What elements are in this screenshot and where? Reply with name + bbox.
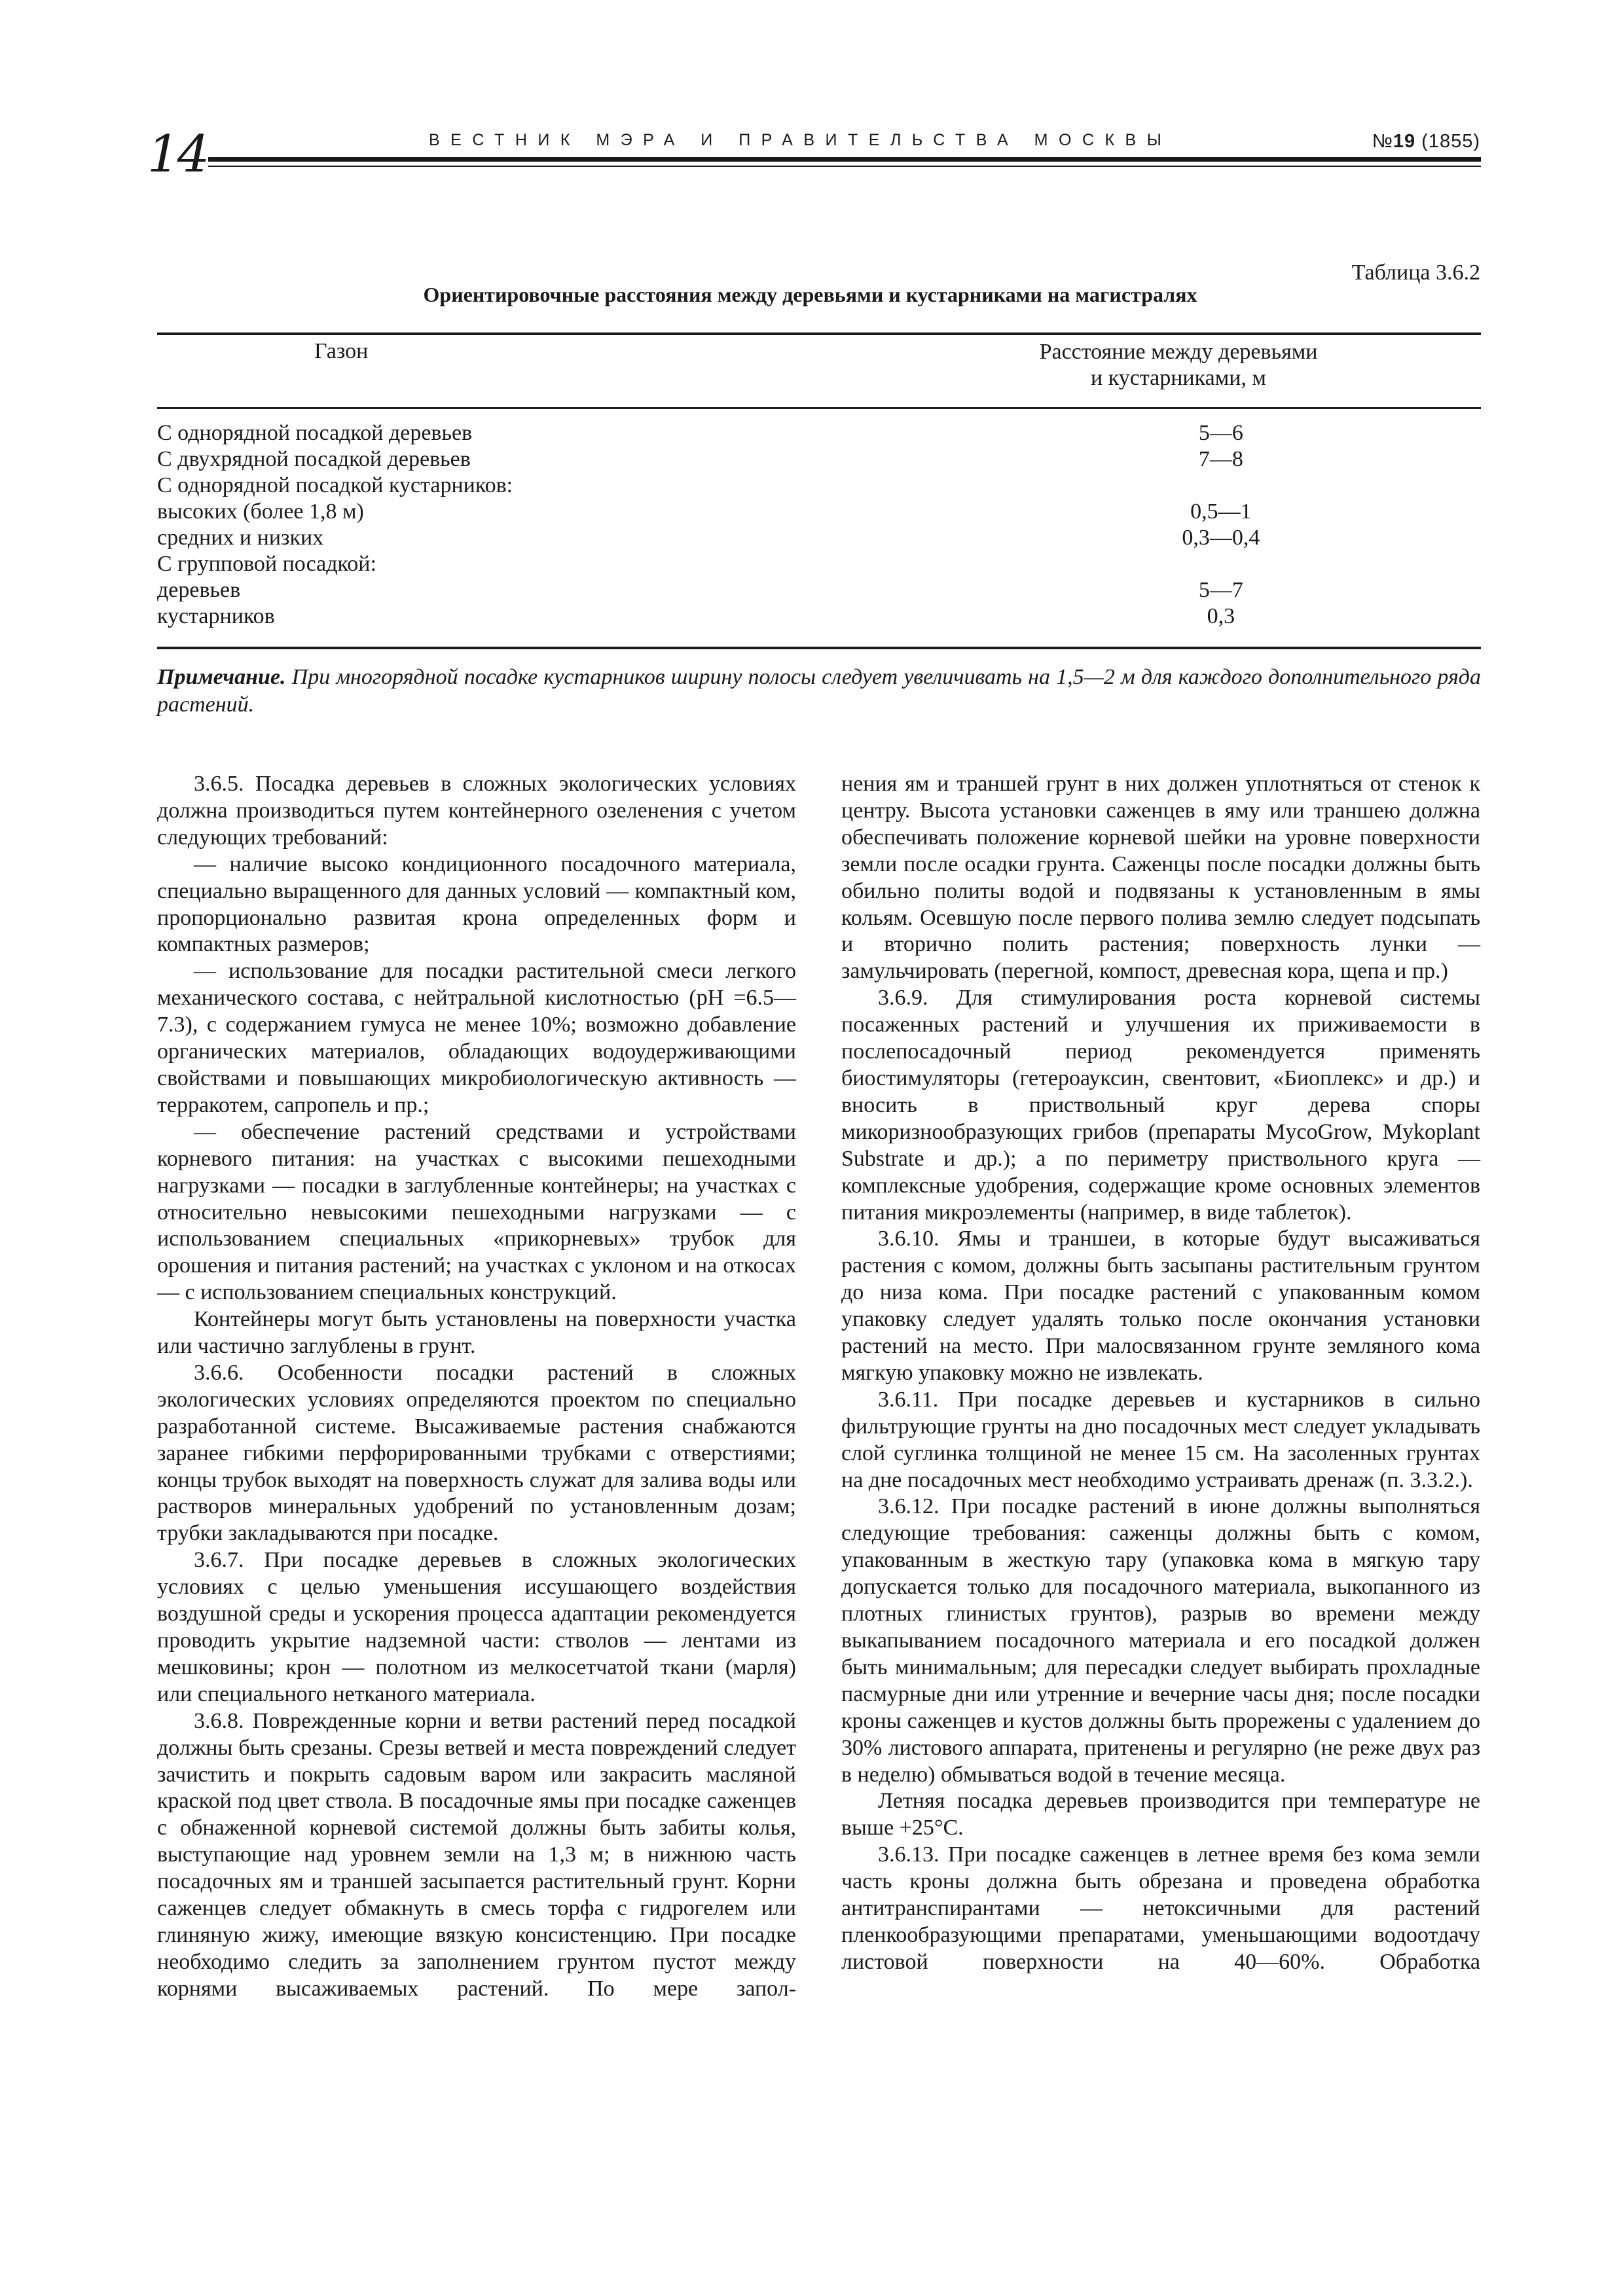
table-row [157, 446, 1481, 473]
table-row [157, 525, 1481, 551]
paragraph: 3.6.9. Для стимулирования роста корневой системы посаженных растений и улучшения их приживаемости в послепосадочный период рекомендуется применять биостимуляторы (гетероауксин, свентовит, «Биоплекс» и др.) и вносить в приствольный круг дерева споры микоризнообразующих грибов (препараты MycoGrow, Mykoplant Substrate и др.); а по периметру приствольного круга — комплексные удобрения, содержащие кроме основных элементов питания микроэлементы (например, в виде таблеток). [841, 986, 1480, 1225]
header-rule-thin [208, 166, 1481, 167]
paragraph: 3.6.13. При посадке саженцев в летнее время без кома земли часть кроны должна быть обрезана и проведена обработка антитранспирантами — нетоксичными для растений пленкообразующими препаратами, уменьшающими водоотдачу листовой поверхности на 40—60%. Обработка [841, 1842, 1480, 1974]
table-cell-value: 0,5—1 [1190, 499, 1252, 524]
table-cell-label: кустарников [157, 604, 275, 628]
table-col2-header [969, 339, 1388, 391]
table-row [157, 420, 1481, 446]
table-row [157, 499, 1481, 525]
table-row [157, 603, 1481, 630]
table-col1-header: Газон [314, 339, 369, 363]
header-rule-thick [208, 157, 1481, 162]
issue-number-value: 19 [1393, 131, 1416, 152]
table-cell-label: С двухрядной посадкой деревьев [157, 447, 471, 471]
paragraph: 3.6.6. Особенности посадки растений в сложных экологических условиях определяются проектом по специально разработанной системе. Высаживаемые растения снабжаются заранее гибкими перфорированными трубками с отверстиями; концы трубок выходят на поверхность служат для залива воды или растворов минеральных удобрений по установленным дозам; трубки закладываются при посадке. [157, 1360, 796, 1546]
paragraph: — использование для посадки растительной смеси легкого механического состава, с нейтральной кислотностью (pH =6.5—7.3), с содержанием гумуса не менее 10%; возможно добавление органических материалов, обладающих водоудерживающими свойствами и повышающих микробиологическую активность — терракотем, сапропель и пр.; [157, 959, 796, 1117]
table-label: Таблица 3.6.2 [1351, 260, 1480, 285]
paragraph: — обеспечение растений средствами и устройствами корневого питания: на участках с высокими пешеходными нагрузками — посадки в заглубленные контейнеры; на участках с относительно невысокими пешеходными нагрузками — с использованием специальных «прикорневых» трубок для орошения и питания растений; на участках с уклоном и на откосах — с использованием специальных конструкций. [157, 1119, 796, 1305]
paragraph: 3.6.10. Ямы и траншеи, в которые будут высаживаться растения с комом, должны быть засыпаны растительным грунтом до низа кома. При посадке растений с упакованным комом упаковку следует удалять только после окончания установки растений на место. При малосвязанном грунте земляного кома мягкую упаковку можно не извлекать. [841, 1227, 1480, 1385]
paragraph: — наличие высоко кондиционного посадочного материала, специально выращенного для данных условий — компактный ком, пропорционально развитая крона определенных форм и компактных размеров; [157, 852, 796, 957]
table-cell-value: 5—7 [1198, 578, 1243, 602]
table-note [157, 664, 1481, 719]
table-col2-header-line2: и кустарниками, м [1091, 366, 1266, 390]
table-cell-label: деревьев [157, 578, 241, 602]
issue-number [1372, 131, 1480, 152]
table-cell-value: 0,3—0,4 [1182, 526, 1260, 550]
table-title: Ориентировочные расстояния между деревьями и кустарниками на магистралях [423, 283, 1197, 306]
table-cell-value: 7—8 [1198, 447, 1243, 471]
table-cell-label: С групповой посадкой: [157, 552, 376, 576]
table-body [157, 420, 1481, 630]
paragraph: 3.6.11. При посадке деревьев и кустарников в сильно фильтрующие грунты на дно посадочных мест следует укладывать слой суглинка толщиной не менее 15 см. На засоленных грунтах на дне посадочных мест необходимо устраивать дренаж (п. 3.3.2.). [841, 1387, 1480, 1492]
table-cell-value [961, 473, 1481, 499]
table-cell-value: 0,3 [1207, 604, 1235, 628]
table-bottom-rule [157, 647, 1481, 649]
table-col2-header-line1: Расстояние между деревьями [1039, 340, 1318, 364]
table-top-rule [157, 332, 1481, 335]
table-note-label: Примечание. [157, 665, 286, 689]
paragraph: 3.6.5. Посадка деревьев в сложных экологических условиях должна производиться путем контейнерного озеленения с учетом следующих требований: [157, 772, 796, 850]
table-cell-label: С однорядной посадкой деревьев [157, 421, 473, 445]
text-column-right [841, 771, 1480, 1976]
table-cell-label: высоких (более 1,8 м) [157, 499, 364, 524]
paragraph: 3.6.12. При посадке растений в июне должны выполняться следующие требования: саженцы должны быть с комом, упакованным в жесткую тару (упаковка кома в мягкую тару допускается только для посадочного материала, выкопанного из плотных глинистых грунтов), разрыв во времени между выкапыванием посадочного материала и его посадкой должен быть минимальным; для пересадки следует выбирать прохладные пасмурные дни или утренние и вечерние часы дня; после посадки кроны саженцев и кустов должны быть прорежены с удалением до 30% листового аппарата, притенены и регулярно (не реже двух раз в неделю) обмываться водой в течение месяца. [841, 1494, 1480, 1787]
paragraph: Летняя посадка деревьев производится при температуре не выше +25°С. [841, 1789, 1480, 1840]
table-header-rule [157, 407, 1481, 409]
issue-prefix: № [1372, 131, 1393, 152]
paragraph: 3.6.7. При посадке деревьев в сложных экологических условиях с целью уменьшения иссушающего воздействия воздушной среды и ускорения процесса адаптации рекомендуется проводить укрытие надземной части: стволов — лентами из мешковины; крон — полотном из мелкосетчатой ткани (марля) или специального нетканого материала. [157, 1548, 796, 1706]
table-cell-value [961, 551, 1481, 577]
table-row [157, 577, 1481, 603]
table-note-text: При многорядной посадке кустарников ширину полосы следует увеличивать на 1,5—2 м для каждого дополнительного ряда растений. [157, 665, 1481, 717]
issue-total: (1855) [1421, 131, 1480, 152]
paragraph: нения ям и траншей грунт в них должен уплотняться от стенок к центру. Высота установки саженцев в яму или траншею должна обеспечивать положение корневой шейки на уровне поверхности земли после осадки грунта. Саженцы после посадки должны быть обильно политы водой и подвязаны к установленным в ямы кольям. Осевшую после первого полива землю следует подсыпать и вторично полить растения; поверхность лунки — замульчировать (перегной, компост, древесная кора, щепа и пр.) [841, 772, 1480, 984]
paragraph: 3.6.8. Поврежденные корни и ветви растений перед посадкой должны быть срезаны. Срезы ветвей и места повреждений следует зачистить и покрыть садовым варом или закрасить масляной краской под цвет ствола. В посадочные ямы при посадке саженцев с обнаженной корневой системой должны быть забиты колья, выступающие над уровнем земли на 1,3 м; в нижнюю часть посадочных ям и траншей засыпается растительный грунт. Корни саженцев следует обмакнуть в смесь торфа с гидрогелем или глиняную жижу, имеющие вязкую консистенцию. При посадке необходимо следить за заполнением грунтом пустот между корнями высаживаемых растений. По мере запол- [157, 1708, 796, 2001]
paragraph: Контейнеры могут быть установлены на поверхности участка или частично заглублены в грунт. [157, 1307, 796, 1359]
table-cell-label: С однорядной посадкой кустарников: [157, 473, 513, 497]
page-number: 14 [147, 125, 208, 184]
journal-title: ВЕСТНИК МЭРА И ПРАВИТЕЛЬСТВА МОСКВЫ [429, 131, 1173, 149]
table-row [157, 551, 1481, 577]
table-row [157, 473, 1481, 499]
table-cell-value: 5—6 [1198, 421, 1243, 445]
table-cell-label: средних и низких [157, 526, 324, 550]
text-column-left [157, 771, 796, 2003]
